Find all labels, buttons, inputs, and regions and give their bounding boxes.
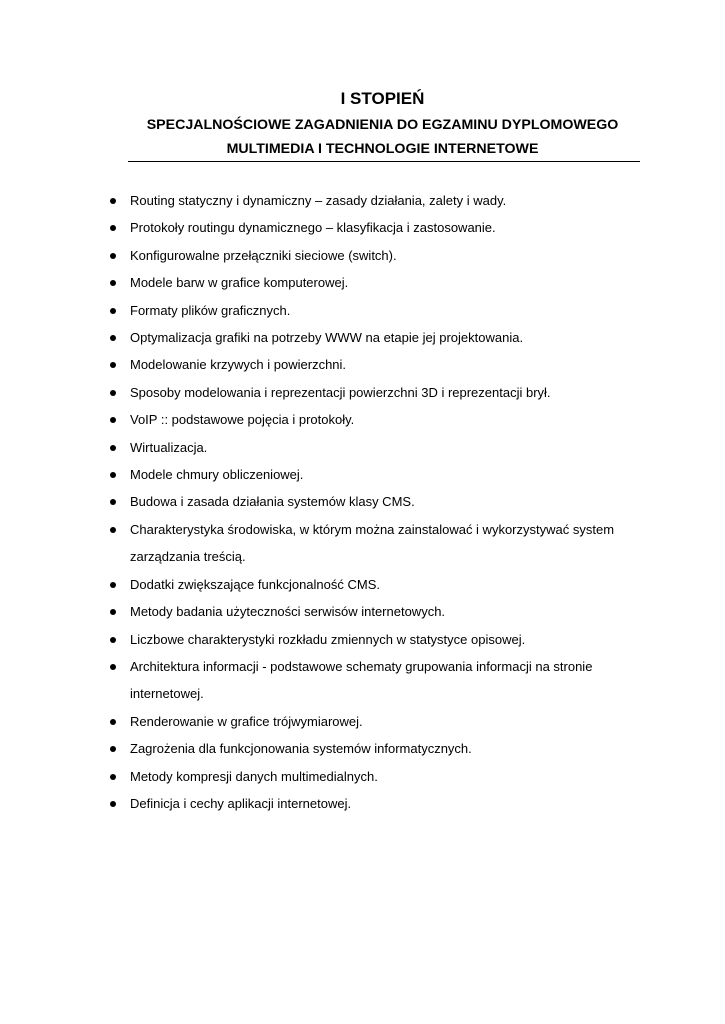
list-item [0, 269, 725, 296]
bullet-icon [110, 499, 116, 505]
list-item-text: Liczbowe charakterystyki rozkładu zmiennych w statystyce opisowej. [130, 631, 526, 647]
bullet-icon [110, 445, 116, 451]
list-item-text: Charakterystyka środowiska, w którym można zainstalować i wykorzystywać system zarządzania treścią. [130, 521, 615, 565]
bullet-icon [110, 664, 116, 670]
bullet-icon [110, 362, 116, 368]
list-item-text: Metody kompresji danych multimedialnych. [130, 768, 378, 784]
bullet-icon [110, 198, 116, 204]
list-item-text: Optymalizacja grafiki na potrzeby WWW na etapie jej projektowania. [130, 330, 524, 346]
list-item-text: VoIP :: podstawowe pojęcia i protokoły. [130, 412, 355, 428]
bullet-icon [110, 280, 116, 286]
list-item [0, 242, 725, 269]
list-item [0, 598, 725, 625]
bullet-icon [110, 609, 116, 615]
bullet-icon [110, 719, 116, 725]
list-item-text: Protokoły routingu dynamicznego – klasyfikacja i zastosowanie. [130, 220, 496, 236]
list-item-text: Konfigurowalne przełączniki sieciowe (switch). [130, 247, 397, 263]
list-item-text: Dodatki zwiększające funkcjonalność CMS. [130, 576, 380, 592]
list-item-text: Routing statyczny i dynamiczny – zasady działania, zalety i wady. [130, 193, 507, 208]
list-item-text: Definicja i cechy aplikacji internetowej. [130, 795, 352, 811]
list-item [0, 571, 725, 598]
list-item-text: Architektura informacji - podstawowe schematy grupowania informacji na stronie internetowej. [130, 658, 593, 702]
document-subtitle: SPECJALNOŚCIOWE ZAGADNIENIA DO EGZAMINU DYPLOMOWEGO [146, 117, 619, 133]
list-item [0, 735, 725, 762]
bullet-icon [110, 746, 116, 752]
document-specialization: MULTIMEDIA I TECHNOLOGIE INTERNETOWE [226, 141, 539, 157]
bullet-icon [110, 527, 116, 533]
list-item [0, 516, 725, 571]
bullet-icon [110, 225, 116, 231]
list-item-text: Zagrożenia dla funkcjonowania systemów informatycznych. [130, 741, 472, 757]
bullet-icon [110, 472, 116, 478]
list-item-text: Budowa i zasada działania systemów klasy CMS. [130, 494, 415, 510]
list-item-text: Metody badania użyteczności serwisów internetowych. [130, 604, 446, 620]
list-item [0, 324, 725, 351]
list-item-text: Wirtualizacja. [130, 439, 208, 455]
list-item [0, 187, 725, 214]
bullet-icon [110, 417, 116, 423]
list-item-text: Renderowanie w grafice trójwymiarowej. [130, 713, 363, 729]
bullet-icon [110, 335, 116, 341]
list-item [0, 214, 725, 241]
list-item [0, 790, 725, 817]
list-item-text: Modele chmury obliczeniowej. [130, 467, 304, 483]
list-item [0, 461, 725, 488]
list-item-text: Modele barw w grafice komputerowej. [130, 275, 349, 291]
list-item [0, 406, 725, 433]
bullet-icon [110, 801, 116, 807]
list-item [0, 653, 725, 708]
list-item [0, 763, 725, 790]
list-item [0, 708, 725, 735]
document-title: I STOPIEŃ [340, 89, 425, 108]
bullet-icon [110, 582, 116, 588]
bullet-icon [110, 774, 116, 780]
list-item-text: Formaty plików graficznych. [130, 302, 291, 318]
bullet-icon [110, 253, 116, 259]
bullet-icon [110, 637, 116, 643]
list-item [0, 379, 725, 406]
bullet-icon [110, 308, 116, 314]
list-item-text: Modelowanie krzywych i powierzchni. [130, 357, 347, 373]
header-divider [128, 161, 640, 162]
list-item-text: Sposoby modelowania i reprezentacji powierzchni 3D i reprezentacji brył. [130, 384, 551, 400]
bullet-icon [110, 390, 116, 396]
list-item [0, 297, 725, 324]
list-item [0, 351, 725, 378]
topics-list [0, 187, 725, 817]
list-item [0, 488, 725, 515]
list-item [0, 626, 725, 653]
list-item [0, 434, 725, 461]
